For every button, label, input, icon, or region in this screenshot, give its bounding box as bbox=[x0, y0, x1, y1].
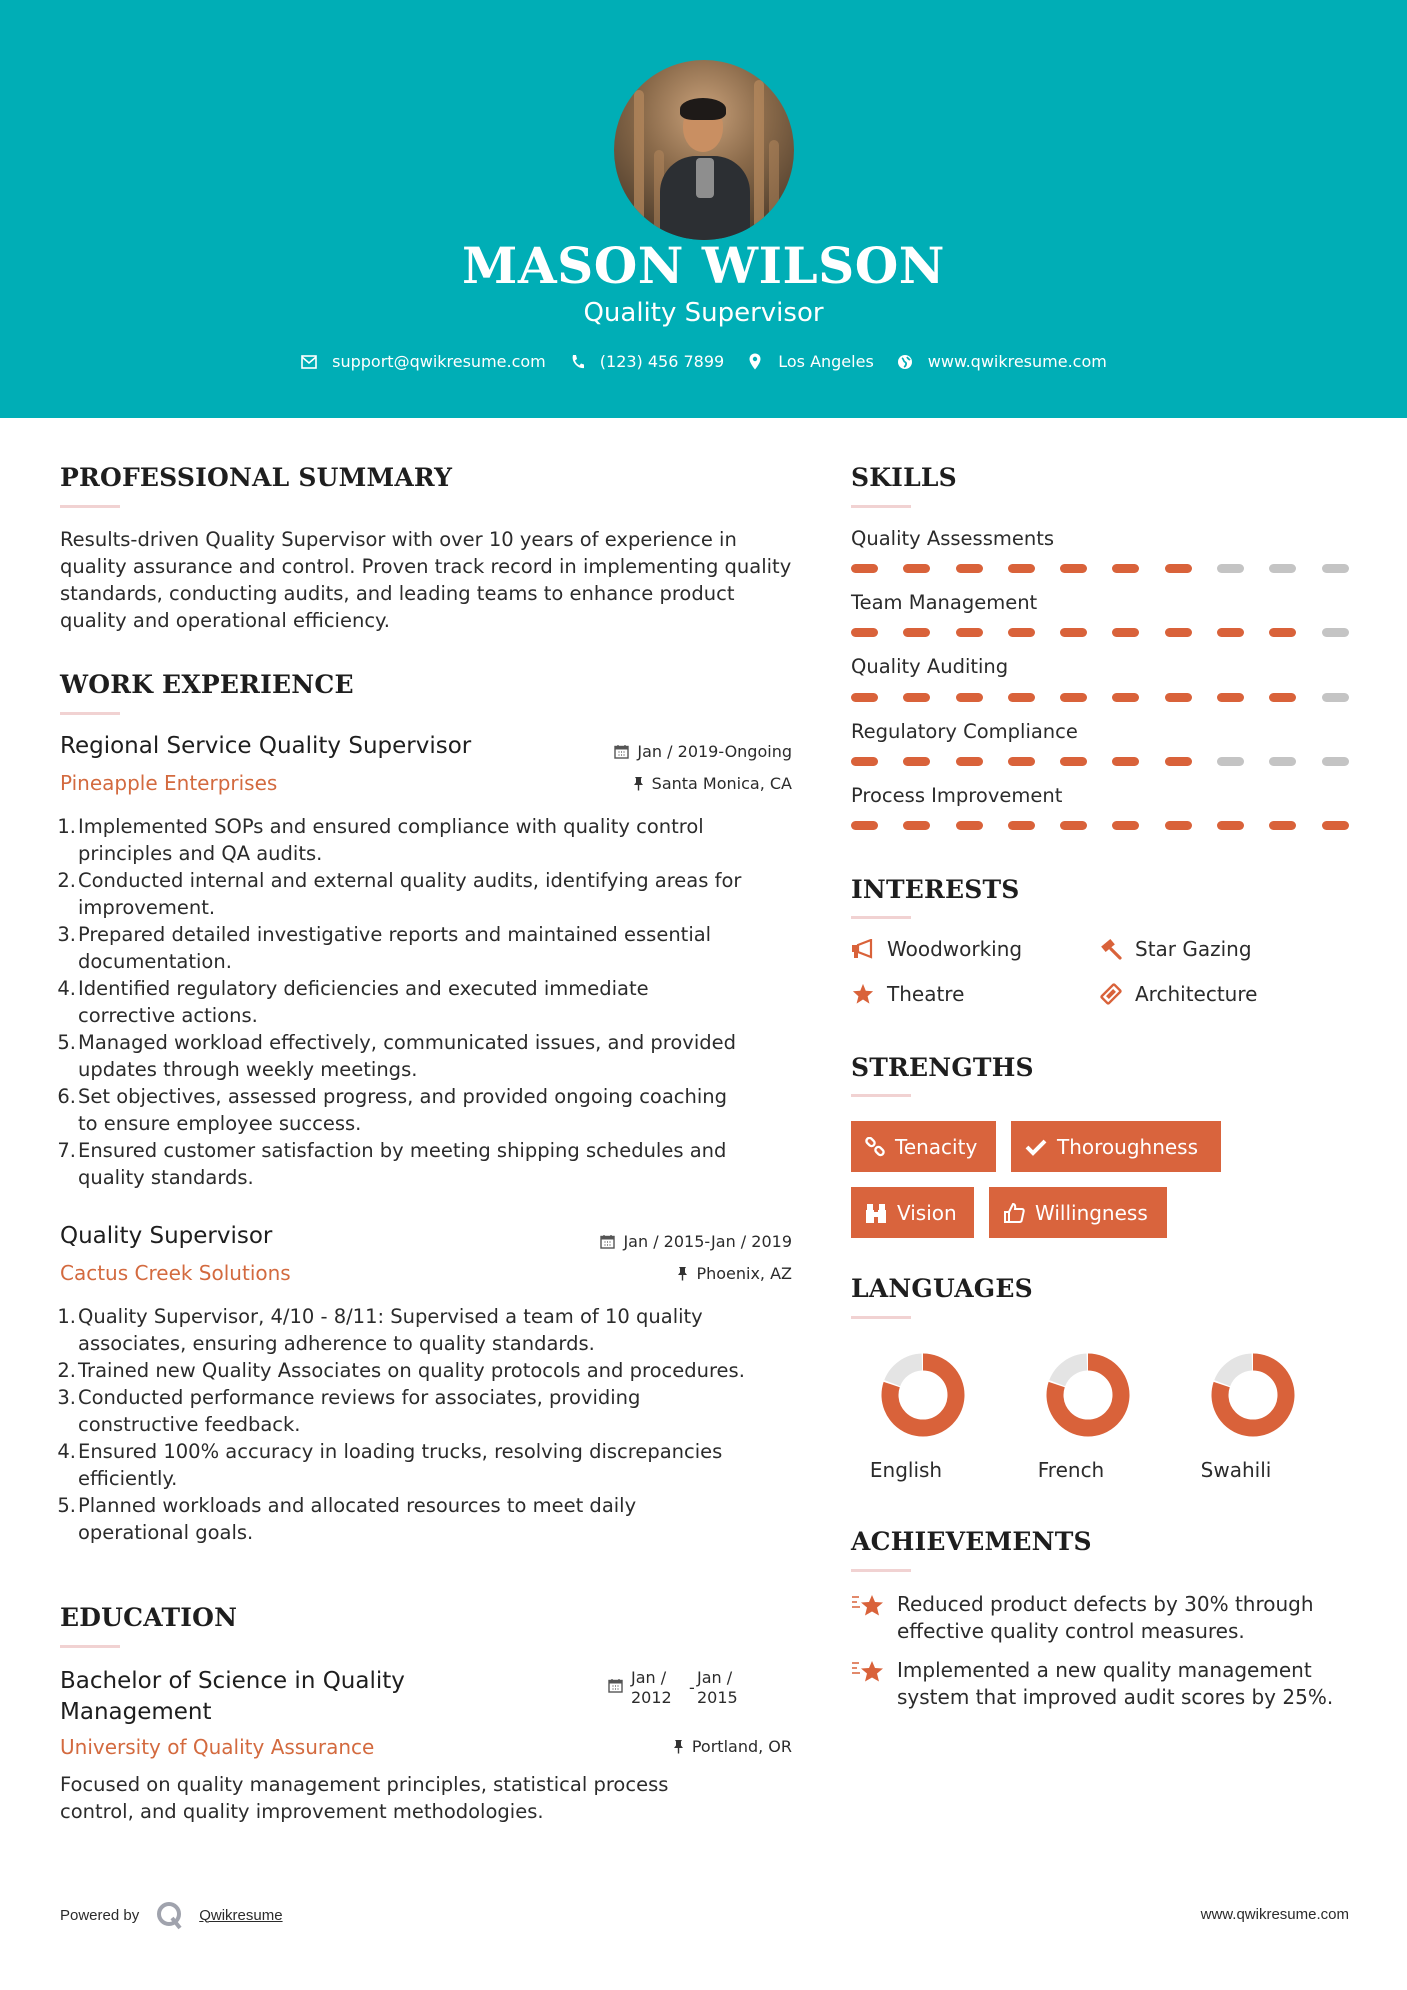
resume-header bbox=[0, 0, 1407, 418]
job-responsibilities bbox=[57, 1303, 805, 1546]
degree-title: Bachelor of Science in Quality Management bbox=[60, 1668, 405, 1725]
list-item: 3. Prepared detailed investigative reports and maintained essential documentation. bbox=[57, 923, 712, 973]
map-marker-icon bbox=[746, 353, 764, 371]
calendar-icon bbox=[608, 1678, 623, 1708]
section-title-achievements: ACHIEVEMENTS bbox=[851, 1527, 1092, 1556]
contact-location-text: Los Angeles bbox=[778, 352, 874, 371]
donut-chart-icon bbox=[1043, 1350, 1133, 1440]
skill-bar-filled bbox=[956, 693, 983, 702]
pushpin-icon bbox=[673, 1739, 684, 1754]
skill-bar-filled bbox=[1165, 693, 1192, 702]
skill-bar-filled bbox=[1217, 821, 1244, 830]
skill-name: Process Improvement bbox=[851, 784, 1063, 807]
strength-badge bbox=[1011, 1121, 1221, 1172]
strength-label: Willingness bbox=[1035, 1200, 1148, 1225]
section-divider bbox=[60, 712, 120, 715]
list-item: 3. Conducted performance reviews for associates, providing constructive feedback. bbox=[57, 1386, 641, 1436]
skill-bar-filled bbox=[956, 757, 983, 766]
skill-bar-filled bbox=[956, 628, 983, 637]
qwikresume-logo-icon bbox=[155, 1900, 185, 1930]
envelope-icon bbox=[300, 353, 318, 371]
skill-bar-filled bbox=[1112, 564, 1139, 573]
bullhorn-icon bbox=[851, 937, 875, 961]
skill-bar-empty bbox=[1322, 628, 1349, 637]
contact-phone[interactable] bbox=[568, 352, 724, 371]
skill-bar-filled bbox=[1008, 821, 1035, 830]
interest-item bbox=[851, 982, 964, 1006]
interest-item bbox=[1099, 982, 1257, 1006]
section-divider bbox=[851, 1569, 911, 1572]
skill-bar-filled bbox=[1165, 564, 1192, 573]
skill-name: Team Management bbox=[851, 591, 1038, 614]
skill-name: Quality Assessments bbox=[851, 527, 1055, 550]
section-divider bbox=[851, 1094, 911, 1097]
skill-bar-filled bbox=[1060, 628, 1087, 637]
chain-link-icon bbox=[865, 1137, 885, 1157]
skill-bar-filled bbox=[903, 757, 930, 766]
list-item: 2. Conducted internal and external quality audits, identifying areas for improvement. bbox=[57, 869, 742, 919]
skill-name: Quality Auditing bbox=[851, 655, 1009, 678]
calendar-icon bbox=[600, 1234, 615, 1249]
interest-label: Architecture bbox=[1135, 982, 1258, 1006]
powered-by bbox=[60, 1900, 283, 1930]
interest-label: Woodworking bbox=[887, 937, 1023, 961]
language-name: English bbox=[869, 1458, 943, 1482]
skill-bar-filled bbox=[1112, 757, 1139, 766]
job-location bbox=[60, 1264, 792, 1283]
section-title-languages: LANGUAGES bbox=[851, 1274, 1033, 1303]
strength-label: Tenacity bbox=[895, 1134, 978, 1159]
list-item: 4. Identified regulatory deficiencies and executed immediate corrective actions. bbox=[57, 977, 649, 1027]
section-divider bbox=[851, 505, 911, 508]
skill-bar-filled bbox=[903, 628, 930, 637]
skill-bar-empty bbox=[1322, 757, 1349, 766]
binoculars-icon bbox=[865, 1202, 887, 1224]
pushpin-icon bbox=[633, 776, 644, 791]
checkmark-icon bbox=[1025, 1138, 1047, 1156]
summary-text: Results-driven Quality Supervisor with over 10 years of experience in quality assurance and control. Proven track record in implementing quality standards, conducting audits, and leading teams to enhance product quality and operational efficiency. bbox=[60, 528, 792, 632]
strength-label: Vision bbox=[897, 1200, 957, 1225]
company-name: Cactus Creek Solutions bbox=[60, 1261, 291, 1285]
gavel-icon bbox=[1099, 937, 1123, 961]
skill-rating-bar bbox=[851, 564, 1374, 573]
list-item: 5. Planned workloads and allocated resources to meet daily operational goals. bbox=[57, 1494, 637, 1544]
shooting-star-icon bbox=[851, 1657, 885, 1711]
skill-bar-filled bbox=[1269, 693, 1296, 702]
section-title-summary: PROFESSIONAL SUMMARY bbox=[60, 463, 453, 492]
skill-rating-bar bbox=[851, 821, 1374, 830]
achievement-text: Implemented a new quality management system that improved audit scores by 25%. bbox=[897, 1658, 1334, 1709]
skill-bar-filled bbox=[1008, 564, 1035, 573]
skill-rating-bar bbox=[851, 757, 1374, 766]
list-item: 2. Trained new Quality Associates on quality protocols and procedures. bbox=[57, 1359, 745, 1382]
job-dates bbox=[60, 1232, 792, 1251]
section-divider bbox=[851, 916, 911, 919]
skill-bar-filled bbox=[1008, 693, 1035, 702]
achievement-item bbox=[851, 1657, 1351, 1711]
language-proficiency-donut bbox=[1193, 1350, 1313, 1444]
section-title-strengths: STRENGTHS bbox=[851, 1053, 1034, 1082]
phone-icon bbox=[568, 353, 586, 371]
skill-bar-empty bbox=[1269, 564, 1296, 573]
skill-bar-filled bbox=[1269, 628, 1296, 637]
skill-bar-empty bbox=[1322, 693, 1349, 702]
skill-bar-filled bbox=[1112, 821, 1139, 830]
skill-bar-empty bbox=[1269, 757, 1296, 766]
candidate-job-title: Quality Supervisor bbox=[583, 298, 824, 328]
interest-label: Star Gazing bbox=[1135, 937, 1252, 961]
skill-name: Regulatory Compliance bbox=[851, 720, 1078, 743]
list-item: 1. Quality Supervisor, 4/10 - 8/11: Supervised a team of 10 quality associates, ensuring adherence to quality standards. bbox=[57, 1305, 703, 1355]
skill-bar-filled bbox=[1165, 757, 1192, 766]
contact-location bbox=[746, 352, 874, 371]
company-name: Pineapple Enterprises bbox=[60, 771, 278, 795]
achievement-text: Reduced product defects by 30% through effective quality control measures. bbox=[897, 1592, 1314, 1643]
education-location-text: Portland, OR bbox=[691, 1737, 792, 1756]
ticket-icon bbox=[1099, 982, 1123, 1006]
skill-bar-filled bbox=[903, 564, 930, 573]
job-dates-text: Jan / 2019-Ongoing bbox=[637, 742, 792, 761]
achievement-item bbox=[851, 1591, 1351, 1645]
profile-photo bbox=[614, 60, 794, 240]
star-icon bbox=[851, 982, 875, 1006]
skill-bar-filled bbox=[1112, 693, 1139, 702]
pushpin-icon bbox=[677, 1266, 688, 1281]
skill-bar-filled bbox=[1008, 628, 1035, 637]
list-item: 5. Managed workload effectively, communicated issues, and provided updates through weekly meetings. bbox=[57, 1031, 737, 1081]
skill-bar-filled bbox=[1060, 693, 1087, 702]
skill-bar-filled bbox=[851, 757, 878, 766]
strength-label: Thoroughness bbox=[1057, 1134, 1199, 1159]
contact-email[interactable] bbox=[300, 352, 546, 371]
contact-website-text: www.qwikresume.com bbox=[927, 352, 1107, 371]
job-title: Quality Supervisor bbox=[60, 1223, 273, 1249]
strength-badge bbox=[989, 1187, 1167, 1238]
skill-bar-filled bbox=[1060, 821, 1087, 830]
section-divider bbox=[60, 1645, 120, 1648]
donut-chart-icon bbox=[878, 1350, 968, 1440]
calendar-icon bbox=[614, 744, 629, 759]
skill-bar-filled bbox=[851, 628, 878, 637]
thumbs-up-icon bbox=[1003, 1202, 1025, 1224]
skill-bar-filled bbox=[1165, 628, 1192, 637]
powered-by-label: Powered by bbox=[60, 1906, 140, 1924]
education-description: Focused on quality management principles, statistical process control, and quality improvement methodologies. bbox=[60, 1773, 669, 1823]
contact-email-text: support@qwikresume.com bbox=[332, 352, 546, 371]
skill-bar-filled bbox=[1060, 757, 1087, 766]
section-divider bbox=[60, 505, 120, 508]
skill-bar-filled bbox=[1165, 821, 1192, 830]
skill-bar-empty bbox=[1217, 564, 1244, 573]
skill-bar-filled bbox=[1008, 757, 1035, 766]
skill-bar-filled bbox=[1112, 628, 1139, 637]
skill-bar-filled bbox=[851, 821, 878, 830]
contact-website[interactable] bbox=[896, 352, 1107, 371]
skill-bar-filled bbox=[1217, 693, 1244, 702]
list-item: 6. Set objectives, assessed progress, and provided ongoing coaching to ensure employee success. bbox=[57, 1085, 728, 1135]
language-name: Swahili bbox=[1200, 1458, 1272, 1482]
job-dates bbox=[60, 742, 792, 761]
section-title-skills: SKILLS bbox=[851, 463, 957, 492]
education-dates: Jan / 2012 - Jan / 2015 bbox=[608, 1668, 738, 1708]
globe-icon bbox=[896, 353, 914, 371]
school-name: University of Quality Assurance bbox=[60, 1735, 375, 1759]
contact-phone-text: (123) 456 7899 bbox=[599, 352, 725, 371]
skill-rating-bar bbox=[851, 693, 1374, 702]
section-title-experience: WORK EXPERIENCE bbox=[60, 670, 354, 699]
skill-bar-filled bbox=[1269, 821, 1296, 830]
strength-badge bbox=[851, 1121, 996, 1172]
skill-rating-bar bbox=[851, 628, 1374, 637]
shooting-star-icon bbox=[851, 1591, 885, 1645]
education-location bbox=[60, 1737, 792, 1756]
qwikresume-link[interactable]: Qwikresume bbox=[199, 1906, 283, 1924]
job-location-text: Santa Monica, CA bbox=[651, 774, 792, 793]
job-location-text: Phoenix, AZ bbox=[696, 1264, 792, 1283]
section-divider bbox=[851, 1316, 911, 1319]
skill-bar-empty bbox=[1322, 564, 1349, 573]
skill-bar-filled bbox=[903, 821, 930, 830]
interest-item bbox=[851, 937, 1022, 961]
list-item: 7. Ensured customer satisfaction by meeting shipping schedules and quality standards. bbox=[57, 1139, 727, 1189]
language-proficiency-donut bbox=[1028, 1350, 1148, 1444]
strength-badge bbox=[851, 1187, 974, 1238]
job-responsibilities bbox=[57, 813, 800, 1191]
job-location bbox=[60, 774, 792, 793]
skill-bar-filled bbox=[956, 564, 983, 573]
footer-website[interactable]: www.qwikresume.com bbox=[1200, 1906, 1349, 1923]
list-item: 1. Implemented SOPs and ensured compliance with quality control principles and QA audits. bbox=[57, 815, 704, 865]
skill-bar-filled bbox=[1060, 564, 1087, 573]
skill-bar-filled bbox=[956, 821, 983, 830]
job-dates-text: Jan / 2015-Jan / 2019 bbox=[623, 1232, 792, 1251]
section-title-interests: INTERESTS bbox=[851, 875, 1020, 904]
language-name: French bbox=[1037, 1458, 1105, 1482]
skill-bar-filled bbox=[1322, 821, 1349, 830]
donut-chart-icon bbox=[1208, 1350, 1298, 1440]
language-proficiency-donut bbox=[863, 1350, 983, 1444]
interest-label: Theatre bbox=[887, 982, 965, 1006]
skill-bar-filled bbox=[851, 693, 878, 702]
job-title: Regional Service Quality Supervisor bbox=[60, 733, 472, 759]
candidate-name: MASON WILSON bbox=[462, 236, 945, 295]
section-title-education: EDUCATION bbox=[60, 1603, 238, 1632]
skill-bar-filled bbox=[1217, 628, 1244, 637]
skill-bar-empty bbox=[1217, 757, 1244, 766]
skill-bar-filled bbox=[851, 564, 878, 573]
interest-item bbox=[1099, 937, 1252, 961]
list-item: 4. Ensured 100% accuracy in loading trucks, resolving discrepancies efficiently. bbox=[57, 1440, 723, 1490]
skill-bar-filled bbox=[903, 693, 930, 702]
contact-bar bbox=[0, 352, 1407, 371]
